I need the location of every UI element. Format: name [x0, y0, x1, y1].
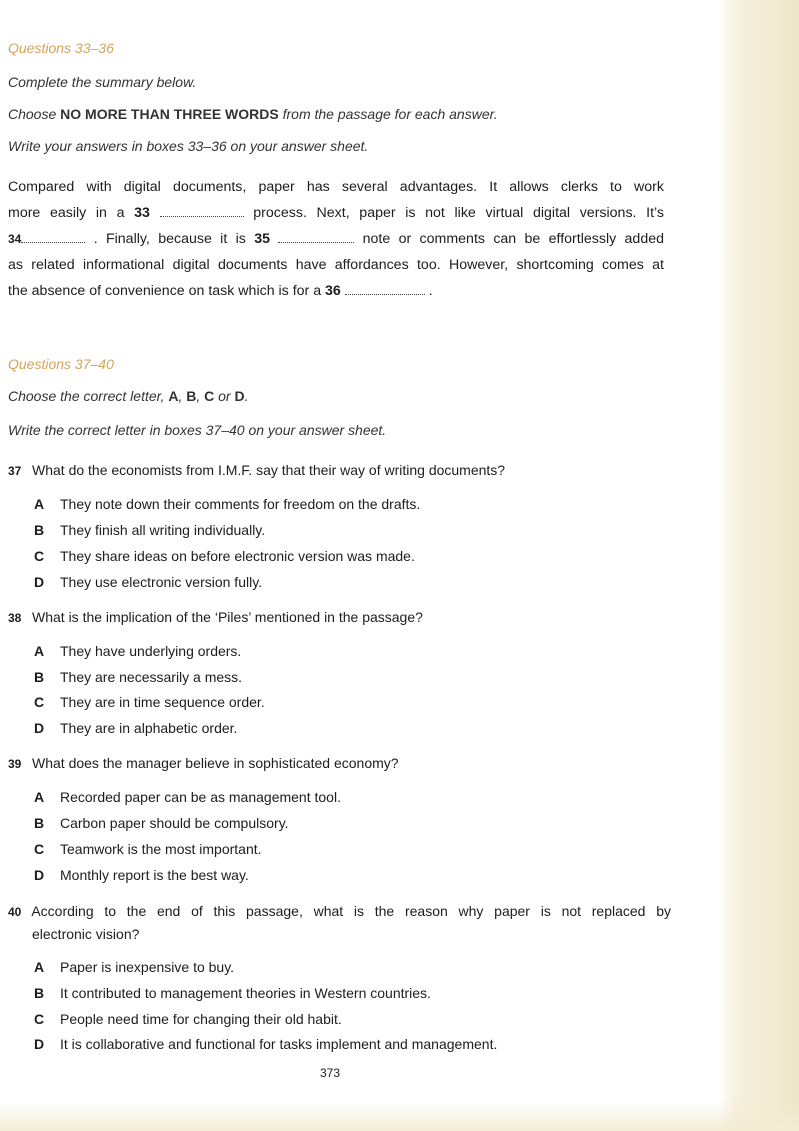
option-39-a[interactable]	[34, 789, 341, 805]
option-letter: B	[34, 985, 45, 1001]
option-letter: D	[34, 1036, 45, 1052]
option-text: They are necessarily a mess.	[60, 669, 243, 685]
question-number: 40	[8, 905, 22, 919]
option-text: Monthly report is the best way.	[60, 867, 249, 883]
option-38-a[interactable]	[34, 643, 241, 659]
option-text: People need time for changing their old habit.	[60, 1011, 342, 1027]
answer-gap-34[interactable]	[21, 232, 85, 243]
summary-line-1: Compared with digital documents, paper has several advantages. It allows clerks to work	[8, 179, 664, 195]
question-40-line-2: electronic vision?	[32, 926, 140, 942]
option-37-d[interactable]	[34, 574, 262, 590]
option-40-a[interactable]	[34, 959, 234, 975]
question-text: What is the implication of the ‘Piles’ mentioned in the passage?	[32, 609, 423, 625]
option-letter: C	[34, 841, 45, 857]
instr-bold: NO MORE THAN THREE WORDS	[60, 106, 279, 122]
option-text: It contributed to management theories in Western countries.	[60, 985, 431, 1001]
question-text: According to the end of this passage, what is the reason why paper is not replaced by	[31, 903, 672, 919]
option-37-b[interactable]	[34, 522, 265, 538]
option-40-c[interactable]	[34, 1011, 342, 1027]
instruction-answer-boxes-2: Write the correct letter in boxes 37–40 on your answer sheet.	[8, 422, 387, 438]
option-letter: C	[34, 694, 45, 710]
question-text: What does the manager believe in sophisticated economy?	[32, 755, 399, 771]
option-text: They finish all writing individually.	[60, 522, 266, 538]
option-letter: A	[34, 789, 45, 805]
option-39-c[interactable]	[34, 841, 262, 857]
instr-text: Choose	[8, 106, 61, 122]
option-letter: B	[34, 522, 45, 538]
instr-text: ,	[178, 388, 187, 404]
option-text: They share ideas on before electronic version was made.	[60, 548, 415, 564]
question-37	[8, 462, 505, 478]
option-letter: A	[34, 643, 45, 659]
instr-text: ,	[196, 388, 205, 404]
answer-gap-35[interactable]	[278, 232, 354, 243]
summary-line-5	[8, 283, 664, 299]
summary-text: .	[424, 283, 433, 299]
summary-text: more easily in a	[8, 205, 135, 221]
option-38-c[interactable]	[34, 694, 265, 710]
summary-text: . Finally, because it is	[85, 231, 255, 247]
option-letter: C	[34, 548, 45, 564]
letter-d: D	[234, 388, 245, 404]
question-number: 39	[8, 757, 22, 771]
option-37-c[interactable]	[34, 548, 415, 564]
option-37-a[interactable]	[34, 496, 420, 512]
summary-text: the absence of convenience on task which is for a	[8, 283, 326, 299]
question-number: 38	[8, 611, 22, 625]
question-number: 37	[8, 464, 22, 478]
option-text: They are in time sequence order.	[60, 694, 265, 710]
summary-line-3	[8, 231, 664, 247]
question-text: What do the economists from I.M.F. say that their way of writing documents?	[32, 462, 506, 478]
instr-text: .	[244, 388, 249, 404]
question-number-34: 34	[8, 232, 22, 246]
option-text: They note down their comments for freedom on the drafts.	[60, 496, 421, 512]
option-letter: B	[34, 669, 45, 685]
answer-gap-36[interactable]	[345, 284, 425, 295]
option-text: It is collaborative and functional for tasks implement and management.	[60, 1036, 498, 1052]
instruction-word-limit	[8, 106, 498, 122]
question-number-36: 36	[325, 283, 341, 299]
summary-text: process. Next, paper is not like virtual digital versions. It’s	[243, 205, 665, 221]
option-letter: A	[34, 959, 45, 975]
question-number-33: 33	[134, 205, 150, 221]
question-40-line-1	[8, 900, 671, 923]
letter-a: A	[168, 388, 179, 404]
instruction-choose-letter	[8, 388, 249, 404]
option-38-b[interactable]	[34, 669, 242, 685]
section-heading-37-40: Questions 37–40	[8, 356, 114, 372]
option-38-d[interactable]	[34, 720, 237, 736]
option-text: Recorded paper can be as management tool.	[60, 789, 341, 805]
letter-c: C	[204, 388, 215, 404]
option-39-d[interactable]	[34, 867, 249, 883]
summary-line-2	[8, 205, 664, 221]
option-letter: D	[34, 720, 45, 736]
section-heading-33-36: Questions 33–36	[8, 40, 114, 56]
option-letter: A	[34, 496, 45, 512]
summary-line-4: as related informational digital documents have affordances too. However, shortcoming comes at	[8, 257, 664, 273]
option-text: Teamwork is the most important.	[60, 841, 262, 857]
question-38	[8, 609, 423, 625]
instr-text: or	[214, 388, 235, 404]
option-letter: B	[34, 815, 45, 831]
option-40-d[interactable]	[34, 1036, 497, 1052]
instr-text: from the passage for each answer.	[278, 106, 498, 122]
instruction-complete-summary: Complete the summary below.	[8, 74, 197, 90]
instr-text: Choose the correct letter,	[8, 388, 169, 404]
instruction-answer-boxes: Write your answers in boxes 33–36 on your answer sheet.	[8, 138, 369, 154]
option-letter: D	[34, 574, 45, 590]
option-text: They have underlying orders.	[60, 643, 242, 659]
page-edge-shadow	[719, 0, 799, 1131]
option-text: Paper is inexpensive to buy.	[60, 959, 235, 975]
question-39	[8, 755, 399, 771]
option-text: Carbon paper should be compulsory.	[60, 815, 289, 831]
question-40	[8, 900, 671, 945]
summary-text: note or comments can be effortlessly added	[354, 231, 664, 247]
question-number-35: 35	[254, 231, 270, 247]
page-number: 373	[320, 1066, 341, 1080]
answer-gap-33[interactable]	[160, 206, 244, 217]
letter-b: B	[186, 388, 197, 404]
option-text: They use electronic version fully.	[60, 574, 263, 590]
option-letter: D	[34, 867, 45, 883]
option-39-b[interactable]	[34, 815, 289, 831]
option-text: They are in alphabetic order.	[60, 720, 238, 736]
option-letter: C	[34, 1011, 45, 1027]
option-40-b[interactable]	[34, 985, 431, 1001]
